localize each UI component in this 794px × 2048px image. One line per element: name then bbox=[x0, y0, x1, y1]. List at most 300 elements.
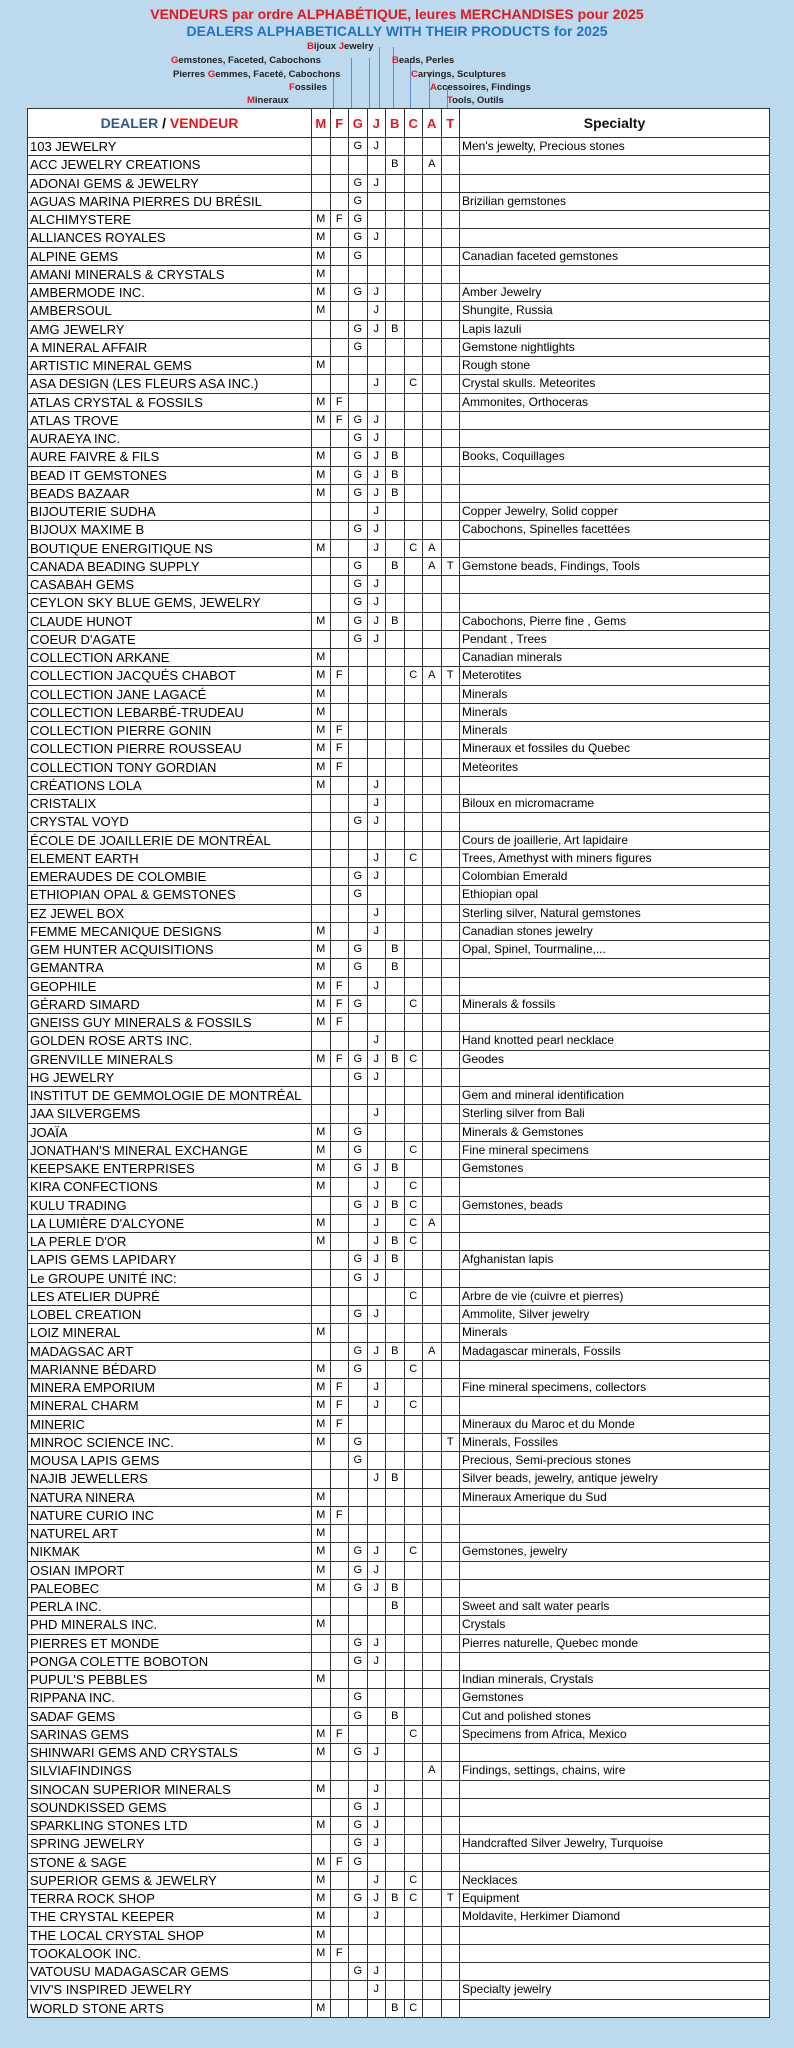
table-row bbox=[28, 904, 770, 922]
dealer-name-cell: COLLECTION TONY GORDIAN bbox=[28, 758, 312, 776]
flag-cell-minerals: M bbox=[312, 1671, 331, 1689]
flag-cell-fossils bbox=[330, 1543, 349, 1561]
specialty-cell bbox=[460, 484, 770, 502]
flag-cell-accessories bbox=[423, 1780, 442, 1798]
flag-cell-jewelry: J bbox=[367, 1890, 386, 1908]
flag-cell-carvings bbox=[404, 1269, 423, 1287]
specialty-cell: Cours de joaillerie, Art lapidaire bbox=[460, 831, 770, 849]
flag-cell-minerals bbox=[312, 338, 331, 356]
flag-cell-tools bbox=[441, 795, 460, 813]
flag-cell-fossils bbox=[330, 1068, 349, 1086]
flag-cell-tools bbox=[441, 922, 460, 940]
table-row bbox=[28, 740, 770, 758]
flag-cell-tools bbox=[441, 703, 460, 721]
flag-cell-gemstones bbox=[349, 1233, 368, 1251]
flag-cell-tools bbox=[441, 1963, 460, 1981]
flag-cell-accessories bbox=[423, 1196, 442, 1214]
table-row bbox=[28, 284, 770, 302]
flag-cell-gemstones bbox=[349, 1671, 368, 1689]
specialty-cell bbox=[460, 1233, 770, 1251]
flag-cell-tools bbox=[441, 357, 460, 375]
flag-cell-beads: B bbox=[386, 959, 405, 977]
flag-cell-accessories bbox=[423, 922, 442, 940]
flag-cell-minerals bbox=[312, 1068, 331, 1086]
flag-cell-tools bbox=[441, 1178, 460, 1196]
flag-cell-carvings bbox=[404, 1817, 423, 1835]
flag-cell-carvings bbox=[404, 1506, 423, 1524]
flag-cell-carvings: C bbox=[404, 1214, 423, 1232]
specialty-cell: Geodes bbox=[460, 1050, 770, 1068]
flag-cell-carvings bbox=[404, 1689, 423, 1707]
dealer-name-cell: FEMME MECANIQUE DESIGNS bbox=[28, 922, 312, 940]
specialty-cell bbox=[460, 813, 770, 831]
flag-cell-carvings bbox=[404, 430, 423, 448]
flag-cell-fossils bbox=[330, 630, 349, 648]
flag-cell-carvings bbox=[404, 302, 423, 320]
flag-cell-tools bbox=[441, 1196, 460, 1214]
flag-cell-beads bbox=[386, 995, 405, 1013]
flag-cell-beads bbox=[386, 1379, 405, 1397]
flag-cell-fossils bbox=[330, 1634, 349, 1652]
flag-cell-tools bbox=[441, 1087, 460, 1105]
table-row bbox=[28, 1817, 770, 1835]
specialty-cell: Gemstones, jewelry bbox=[460, 1543, 770, 1561]
flag-cell-jewelry: J bbox=[367, 1908, 386, 1926]
flag-cell-jewelry bbox=[367, 941, 386, 959]
dealer-name-cell: AMBERSOUL bbox=[28, 302, 312, 320]
flag-cell-jewelry bbox=[367, 338, 386, 356]
flag-cell-tools bbox=[441, 1306, 460, 1324]
flag-cell-carvings bbox=[404, 1415, 423, 1433]
flag-cell-carvings bbox=[404, 174, 423, 192]
flag-cell-accessories bbox=[423, 1707, 442, 1725]
dealer-name-cell: JAA SILVERGEMS bbox=[28, 1105, 312, 1123]
specialty-cell: Minerals bbox=[460, 685, 770, 703]
table-row bbox=[28, 1415, 770, 1433]
flag-cell-minerals: M bbox=[312, 740, 331, 758]
flag-cell-accessories bbox=[423, 1725, 442, 1743]
flag-cell-gemstones bbox=[349, 1488, 368, 1506]
flag-cell-tools bbox=[441, 375, 460, 393]
table-row bbox=[28, 448, 770, 466]
flag-cell-gemstones bbox=[349, 703, 368, 721]
flag-cell-minerals: M bbox=[312, 1780, 331, 1798]
flag-cell-minerals: M bbox=[312, 1488, 331, 1506]
flag-cell-jewelry: J bbox=[367, 1105, 386, 1123]
flag-cell-tools bbox=[441, 1379, 460, 1397]
dealer-name-cell: MINROC SCIENCE INC. bbox=[28, 1433, 312, 1451]
flag-cell-gemstones bbox=[349, 685, 368, 703]
flag-cell-tools bbox=[441, 1798, 460, 1816]
flag-cell-jewelry: J bbox=[367, 375, 386, 393]
dealer-name-cell: COEUR D'AGATE bbox=[28, 630, 312, 648]
flag-cell-gemstones: G bbox=[349, 1853, 368, 1871]
title-english: DEALERS ALPHABETICALLY WITH THEIR PRODUCTS for 2025 bbox=[186, 23, 608, 39]
table-row bbox=[28, 1470, 770, 1488]
flag-cell-minerals: M bbox=[312, 1050, 331, 1068]
specialty-cell: Opal, Spinel, Tourmaline,... bbox=[460, 941, 770, 959]
specialty-cell bbox=[460, 229, 770, 247]
flag-cell-beads: B bbox=[386, 484, 405, 502]
flag-cell-accessories bbox=[423, 1287, 442, 1305]
flag-cell-tools bbox=[441, 174, 460, 192]
flag-cell-jewelry bbox=[367, 1123, 386, 1141]
flag-cell-accessories bbox=[423, 192, 442, 210]
table-row bbox=[28, 1689, 770, 1707]
flag-cell-carvings bbox=[404, 941, 423, 959]
flag-cell-accessories bbox=[423, 758, 442, 776]
flag-cell-fossils: F bbox=[330, 995, 349, 1013]
table-row bbox=[28, 393, 770, 411]
flag-cell-beads bbox=[386, 503, 405, 521]
flag-cell-accessories bbox=[423, 357, 442, 375]
dealer-name-cell: AMG JEWELRY bbox=[28, 320, 312, 338]
specialty-cell: Minerals & Gemstones bbox=[460, 1123, 770, 1141]
table-row bbox=[28, 1196, 770, 1214]
flag-cell-tools: T bbox=[441, 557, 460, 575]
specialty-cell: Men's jewelty, Precious stones bbox=[460, 138, 770, 156]
flag-cell-gemstones bbox=[349, 1506, 368, 1524]
flag-cell-beads bbox=[386, 211, 405, 229]
flag-cell-jewelry: J bbox=[367, 174, 386, 192]
flag-cell-accessories bbox=[423, 1123, 442, 1141]
flag-cell-tools bbox=[441, 1324, 460, 1342]
flag-cell-gemstones bbox=[349, 393, 368, 411]
flag-cell-minerals bbox=[312, 156, 331, 174]
flag-cell-accessories bbox=[423, 1269, 442, 1287]
table-row bbox=[28, 375, 770, 393]
flag-cell-accessories bbox=[423, 1598, 442, 1616]
flag-cell-fossils bbox=[330, 284, 349, 302]
specialty-cell: Amber Jewelry bbox=[460, 284, 770, 302]
flag-cell-carvings bbox=[404, 211, 423, 229]
flag-cell-tools bbox=[441, 1652, 460, 1670]
flag-cell-beads bbox=[386, 849, 405, 867]
flag-cell-minerals bbox=[312, 795, 331, 813]
flag-cell-fossils bbox=[330, 1707, 349, 1725]
dealer-name-cell: THE LOCAL CRYSTAL SHOP bbox=[28, 1926, 312, 1944]
flag-cell-fossils: F bbox=[330, 758, 349, 776]
flag-cell-carvings bbox=[404, 685, 423, 703]
specialty-cell: Specimens from Africa, Mexico bbox=[460, 1725, 770, 1743]
flag-cell-gemstones: G bbox=[349, 886, 368, 904]
flag-cell-tools bbox=[441, 1926, 460, 1944]
table-row bbox=[28, 1032, 770, 1050]
flag-cell-fossils bbox=[330, 229, 349, 247]
flag-cell-accessories bbox=[423, 1506, 442, 1524]
specialty-cell: Fine mineral specimens bbox=[460, 1141, 770, 1159]
flag-cell-accessories bbox=[423, 1433, 442, 1451]
dealer-name-cell: ALCHIMYSTERE bbox=[28, 211, 312, 229]
flag-cell-fossils bbox=[330, 1579, 349, 1597]
flag-cell-carvings bbox=[404, 1926, 423, 1944]
flag-cell-gemstones: G bbox=[349, 1835, 368, 1853]
dealer-name-cell: MOUSA LAPIS GEMS bbox=[28, 1452, 312, 1470]
flag-cell-gemstones: G bbox=[349, 959, 368, 977]
flag-cell-jewelry bbox=[367, 1433, 386, 1451]
flag-cell-gemstones bbox=[349, 1032, 368, 1050]
flag-cell-minerals: M bbox=[312, 1853, 331, 1871]
table-row bbox=[28, 156, 770, 174]
flag-cell-fossils bbox=[330, 703, 349, 721]
legend-accessories: Accessoires, Findings bbox=[430, 82, 531, 93]
flag-cell-fossils bbox=[330, 1141, 349, 1159]
specialty-cell: Minerals bbox=[460, 722, 770, 740]
dealer-name-cell: CASABAH GEMS bbox=[28, 576, 312, 594]
flag-cell-beads bbox=[386, 1871, 405, 1889]
flag-cell-tools bbox=[441, 1488, 460, 1506]
dealer-name-cell: TOOKALOOK INC. bbox=[28, 1944, 312, 1962]
flag-cell-jewelry: J bbox=[367, 849, 386, 867]
flag-cell-accessories bbox=[423, 174, 442, 192]
flag-cell-fossils bbox=[330, 868, 349, 886]
flag-cell-minerals bbox=[312, 503, 331, 521]
flag-cell-tools bbox=[441, 1160, 460, 1178]
flag-cell-beads bbox=[386, 795, 405, 813]
flag-cell-gemstones: G bbox=[349, 1196, 368, 1214]
flag-cell-tools bbox=[441, 995, 460, 1013]
flag-cell-carvings bbox=[404, 284, 423, 302]
flag-cell-minerals: M bbox=[312, 722, 331, 740]
flag-cell-minerals: M bbox=[312, 649, 331, 667]
flag-cell-minerals: M bbox=[312, 357, 331, 375]
flag-cell-carvings bbox=[404, 1762, 423, 1780]
flag-cell-jewelry: J bbox=[367, 1196, 386, 1214]
flag-cell-beads: B bbox=[386, 1160, 405, 1178]
flag-cell-accessories bbox=[423, 1871, 442, 1889]
flag-cell-tools bbox=[441, 1561, 460, 1579]
flag-cell-carvings bbox=[404, 1616, 423, 1634]
flag-cell-beads bbox=[386, 192, 405, 210]
flag-cell-fossils bbox=[330, 886, 349, 904]
flag-cell-beads bbox=[386, 1817, 405, 1835]
flag-cell-beads bbox=[386, 1963, 405, 1981]
flag-cell-tools bbox=[441, 1634, 460, 1652]
dealer-name-cell: MADAGSAC ART bbox=[28, 1342, 312, 1360]
table-row bbox=[28, 1324, 770, 1342]
specialty-cell: Meteorites bbox=[460, 758, 770, 776]
flag-cell-accessories bbox=[423, 484, 442, 502]
flag-cell-fossils bbox=[330, 375, 349, 393]
flag-cell-minerals: M bbox=[312, 1817, 331, 1835]
flag-cell-beads bbox=[386, 1105, 405, 1123]
flag-cell-jewelry: J bbox=[367, 1397, 386, 1415]
flag-cell-carvings bbox=[404, 831, 423, 849]
flag-cell-minerals: M bbox=[312, 977, 331, 995]
table-header-row bbox=[28, 109, 770, 138]
flag-cell-tools: T bbox=[441, 1890, 460, 1908]
flag-cell-fossils bbox=[330, 959, 349, 977]
flag-cell-minerals: M bbox=[312, 1871, 331, 1889]
flag-cell-tools bbox=[441, 1616, 460, 1634]
flag-cell-beads bbox=[386, 247, 405, 265]
specialty-cell: Minerals bbox=[460, 703, 770, 721]
flag-cell-tools bbox=[441, 1452, 460, 1470]
dealer-name-cell: JONATHAN'S MINERAL EXCHANGE bbox=[28, 1141, 312, 1159]
flag-cell-minerals: M bbox=[312, 776, 331, 794]
flag-cell-jewelry bbox=[367, 1488, 386, 1506]
flag-cell-gemstones: G bbox=[349, 320, 368, 338]
flag-cell-beads: B bbox=[386, 156, 405, 174]
flag-cell-minerals: M bbox=[312, 1561, 331, 1579]
flag-cell-minerals bbox=[312, 1342, 331, 1360]
flag-cell-accessories bbox=[423, 904, 442, 922]
dealer-name-cell: BOUTIQUE ENERGITIQUE NS bbox=[28, 539, 312, 557]
table-row bbox=[28, 1598, 770, 1616]
dealer-name-cell: LAPIS GEMS LAPIDARY bbox=[28, 1251, 312, 1269]
flag-cell-tools bbox=[441, 1817, 460, 1835]
flag-cell-minerals: M bbox=[312, 247, 331, 265]
flag-cell-fossils bbox=[330, 1908, 349, 1926]
table-row bbox=[28, 795, 770, 813]
flag-cell-carvings bbox=[404, 1433, 423, 1451]
flag-cell-minerals: M bbox=[312, 539, 331, 557]
flag-cell-accessories bbox=[423, 138, 442, 156]
flag-cell-accessories bbox=[423, 576, 442, 594]
table-row bbox=[28, 1579, 770, 1597]
flag-cell-jewelry: J bbox=[367, 448, 386, 466]
flag-cell-beads bbox=[386, 1671, 405, 1689]
flag-cell-accessories bbox=[423, 1324, 442, 1342]
flag-cell-tools bbox=[441, 265, 460, 283]
dealer-name-cell: NATURE CURIO INC bbox=[28, 1506, 312, 1524]
dealer-name-cell: GÉRARD SIMARD bbox=[28, 995, 312, 1013]
flag-cell-carvings bbox=[404, 576, 423, 594]
dealer-name-cell: SHINWARI GEMS AND CRYSTALS bbox=[28, 1744, 312, 1762]
flag-cell-fossils bbox=[330, 448, 349, 466]
flag-cell-beads bbox=[386, 740, 405, 758]
flag-cell-beads bbox=[386, 411, 405, 429]
flag-cell-fossils bbox=[330, 320, 349, 338]
specialty-cell: Gemstone nightlights bbox=[460, 338, 770, 356]
flag-cell-fossils: F bbox=[330, 211, 349, 229]
specialty-cell: Cabochons, Spinelles facettées bbox=[460, 521, 770, 539]
flag-cell-jewelry bbox=[367, 557, 386, 575]
flag-cell-gemstones bbox=[349, 539, 368, 557]
flag-cell-accessories bbox=[423, 1579, 442, 1597]
flag-cell-minerals: M bbox=[312, 1944, 331, 1962]
flag-cell-fossils bbox=[330, 685, 349, 703]
flag-cell-beads bbox=[386, 265, 405, 283]
flag-cell-gemstones: G bbox=[349, 411, 368, 429]
flag-cell-jewelry: J bbox=[367, 229, 386, 247]
flag-cell-carvings bbox=[404, 1525, 423, 1543]
dealer-name-cell: SUPERIOR GEMS & JEWELRY bbox=[28, 1871, 312, 1889]
legend-beads: Beads, Perles bbox=[392, 55, 455, 66]
flag-cell-carvings bbox=[404, 1798, 423, 1816]
flag-cell-gemstones: G bbox=[349, 1744, 368, 1762]
table-row bbox=[28, 247, 770, 265]
flag-cell-beads bbox=[386, 904, 405, 922]
flag-cell-minerals bbox=[312, 1306, 331, 1324]
flag-cell-minerals bbox=[312, 1470, 331, 1488]
flag-cell-gemstones bbox=[349, 1944, 368, 1962]
specialty-cell: Precious, Semi-precious stones bbox=[460, 1452, 770, 1470]
flag-cell-jewelry bbox=[367, 649, 386, 667]
table-row bbox=[28, 703, 770, 721]
dealer-name-cell: Le GROUPE UNITÉ INC: bbox=[28, 1269, 312, 1287]
table-row bbox=[28, 1890, 770, 1908]
table-row bbox=[28, 338, 770, 356]
specialty-cell: Brizilian gemstones bbox=[460, 192, 770, 210]
specialty-cell: Minerals & fossils bbox=[460, 995, 770, 1013]
flag-cell-beads: B bbox=[386, 1251, 405, 1269]
flag-cell-beads bbox=[386, 776, 405, 794]
flag-cell-fossils bbox=[330, 247, 349, 265]
flag-cell-accessories bbox=[423, 1014, 442, 1032]
flag-cell-tools bbox=[441, 1105, 460, 1123]
flag-cell-tools bbox=[441, 302, 460, 320]
flag-cell-tools: T bbox=[441, 1433, 460, 1451]
flag-cell-gemstones: G bbox=[349, 1141, 368, 1159]
flag-cell-accessories bbox=[423, 302, 442, 320]
specialty-cell bbox=[460, 1780, 770, 1798]
specialty-cell: Equipment bbox=[460, 1890, 770, 1908]
flag-cell-beads bbox=[386, 1634, 405, 1652]
flag-cell-carvings bbox=[404, 1488, 423, 1506]
flag-cell-accessories bbox=[423, 1671, 442, 1689]
flag-cell-accessories bbox=[423, 1470, 442, 1488]
flag-cell-fossils bbox=[330, 1981, 349, 1999]
specialty-cell bbox=[460, 1014, 770, 1032]
flag-cell-jewelry: J bbox=[367, 1306, 386, 1324]
flag-cell-accessories bbox=[423, 886, 442, 904]
flag-cell-jewelry: J bbox=[367, 539, 386, 557]
flag-cell-fossils bbox=[330, 1835, 349, 1853]
flag-cell-carvings bbox=[404, 649, 423, 667]
flag-cell-beads bbox=[386, 539, 405, 557]
flag-cell-accessories bbox=[423, 265, 442, 283]
specialty-cell: Sterling silver, Natural gemstones bbox=[460, 904, 770, 922]
flag-cell-carvings bbox=[404, 411, 423, 429]
flag-cell-fossils bbox=[330, 539, 349, 557]
flag-cell-carvings: C bbox=[404, 1141, 423, 1159]
flag-cell-tools bbox=[441, 284, 460, 302]
flag-cell-minerals bbox=[312, 849, 331, 867]
flag-cell-tools bbox=[441, 411, 460, 429]
flag-cell-carvings bbox=[404, 1944, 423, 1962]
flag-cell-accessories bbox=[423, 612, 442, 630]
flag-cell-minerals bbox=[312, 886, 331, 904]
flag-cell-jewelry bbox=[367, 886, 386, 904]
flag-cell-minerals bbox=[312, 192, 331, 210]
flag-cell-gemstones bbox=[349, 904, 368, 922]
flag-cell-fossils bbox=[330, 1798, 349, 1816]
flag-cell-accessories bbox=[423, 393, 442, 411]
specialty-cell bbox=[460, 1853, 770, 1871]
specialty-cell bbox=[460, 1999, 770, 2017]
flag-cell-accessories: A bbox=[423, 667, 442, 685]
dealer-name-cell: HG JEWELRY bbox=[28, 1068, 312, 1086]
flag-cell-gemstones: G bbox=[349, 211, 368, 229]
specialty-cell bbox=[460, 1269, 770, 1287]
flag-cell-tools bbox=[441, 1762, 460, 1780]
table-row bbox=[28, 1452, 770, 1470]
flag-cell-gemstones: G bbox=[349, 138, 368, 156]
flag-cell-beads bbox=[386, 1287, 405, 1305]
flag-cell-carvings bbox=[404, 1452, 423, 1470]
flag-cell-minerals: M bbox=[312, 1397, 331, 1415]
flag-cell-carvings bbox=[404, 1379, 423, 1397]
flag-cell-minerals: M bbox=[312, 1525, 331, 1543]
dealer-name-cell: AURAEYA INC. bbox=[28, 430, 312, 448]
flag-cell-carvings bbox=[404, 1835, 423, 1853]
flag-cell-jewelry: J bbox=[367, 1160, 386, 1178]
flag-cell-carvings: C bbox=[404, 1050, 423, 1068]
flag-cell-accessories bbox=[423, 284, 442, 302]
flag-cell-carvings: C bbox=[404, 375, 423, 393]
specialty-cell: Trees, Amethyst with miners figures bbox=[460, 849, 770, 867]
